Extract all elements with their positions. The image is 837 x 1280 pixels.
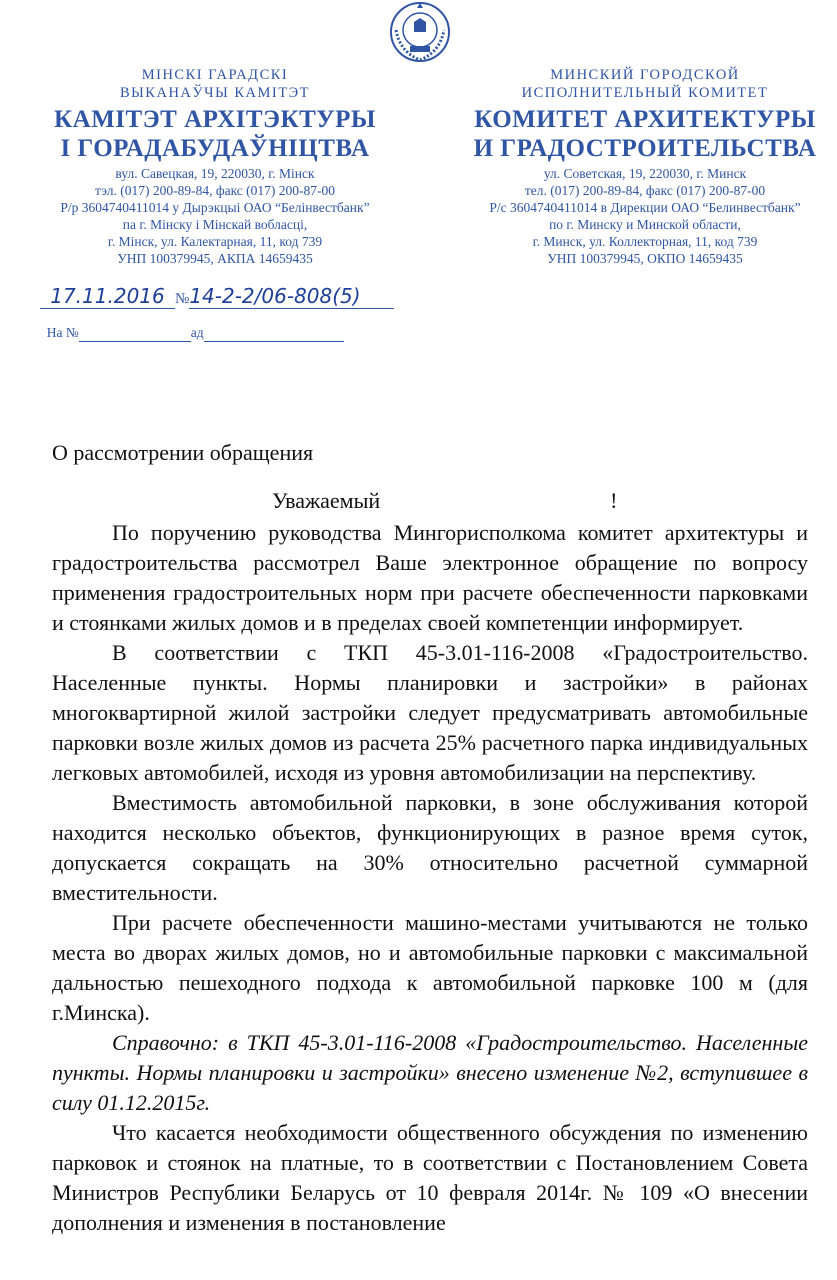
paragraph: В соответствии с ТКП 45-3.01-116-2008 «Градостроительство. Населенные пункты. Нормы планировки и застройки» в районах многоквартирной жилой застройки следует предусматривать автомобильные парковки возле жилых домов из расчета 25% расчетного парка индивидуальных легковых автомобилей, исходя из уровня автомобилизации на перспективу. xyxy=(52,640,808,785)
paragraph: Что касается необходимости общественного обсуждения по изменению парковок и стоянок на платные, то в соответствии с Постановлением Совета Министров Республики Беларусь от 10 февраля 2014г. № 109 «О внесении дополнения и изменения в постановление xyxy=(52,1120,808,1235)
letter-date: 17.11.2016 xyxy=(40,284,175,309)
reference-from-label: ад xyxy=(190,325,204,340)
letterhead-russian xyxy=(445,66,837,267)
organization-name: МІНСКІ ГАРАДСКІ ВЫКАНАЎЧЫ КАМІТЭТ xyxy=(119,67,310,101)
state-emblem-icon xyxy=(388,0,452,64)
contact-details: ул. Советская, 19, 220030, г. Минск тел. (017) 200-89-84, факс (017) 200-87-00 Р/с 3604740411014 в Дирекции ОАО “Белинвестбанк” по г. Минску и Минской области, г. Минск, ул. Коллекторная, 11, код 739 УНП 100379945, ОКПО 14659435 xyxy=(489,166,801,266)
paragraph: При расчете обеспеченности машино-местами учитываются не только места во дворах жилых домов, но и автомобильные парковки с максимальной дальностью пешеходного подхода к автомобильной парковке 100 м (для г.Минска). xyxy=(52,910,808,1025)
organization-name: МИНСКИЙ ГОРОДСКОЙ ИСПОЛНИТЕЛЬНЫЙ КОМИТЕТ xyxy=(521,67,769,101)
number-label: № xyxy=(175,291,190,307)
committee-title: КАМІТЭТ АРХІТЭКТУРЫ І ГОРАДАБУДАЎНІЦТВА xyxy=(54,106,376,162)
reference-label: На № xyxy=(46,325,79,340)
committee-title: КОМИТЕТ АРХИТЕКТУРЫ И ГРАДОСТРОИТЕЛЬСТВА xyxy=(473,106,817,162)
reference-note: Справочно: в ТКП 45-3.01-116-2008 «Градостроительство. Населенные пункты. Нормы планировки и застройки» внесено изменение №2, вступившее в силу 01.12.2015г. xyxy=(52,1030,808,1115)
letter-subject: О рассмотрении обращения xyxy=(52,440,314,465)
greeting-mark: ! xyxy=(610,488,618,513)
letter-body xyxy=(52,518,808,1238)
paragraph: Вместимость автомобильной парковки, в зоне обслуживания которой находится несколько объектов, функционирующих в разное время суток, допускается сокращать на 30% относительно расчетной суммарной вместительности. xyxy=(52,790,808,905)
registration-block xyxy=(40,284,420,342)
greeting-word: Уважаемый xyxy=(272,488,381,513)
greeting xyxy=(272,488,618,514)
letterhead-belarusian xyxy=(15,66,415,267)
paragraph: По поручению руководства Мингорисполкома комитет архитектуры и градостроительства рассмотрел Ваше электронное обращение по вопросу применения градостроительных норм при расчете обеспеченности парковками и стоянками жилых домов и в пределах своей компетенции информирует. xyxy=(52,520,808,635)
contact-details: вул. Савецкая, 19, 220030, г. Мінск тэл. (017) 200-89-84, факс (017) 200-87-00 Р/р 3604740411014 у Дырэкцыі ОАО “Белінвестбанк” па г. Мінску і Мінскай вобласці, г. Мінск, ул. Калектарная, 11, код 739 УНП 100379945, АКПА 14659435 xyxy=(60,166,370,266)
letter-number: 14-2-2/06-808(5) xyxy=(189,284,394,309)
